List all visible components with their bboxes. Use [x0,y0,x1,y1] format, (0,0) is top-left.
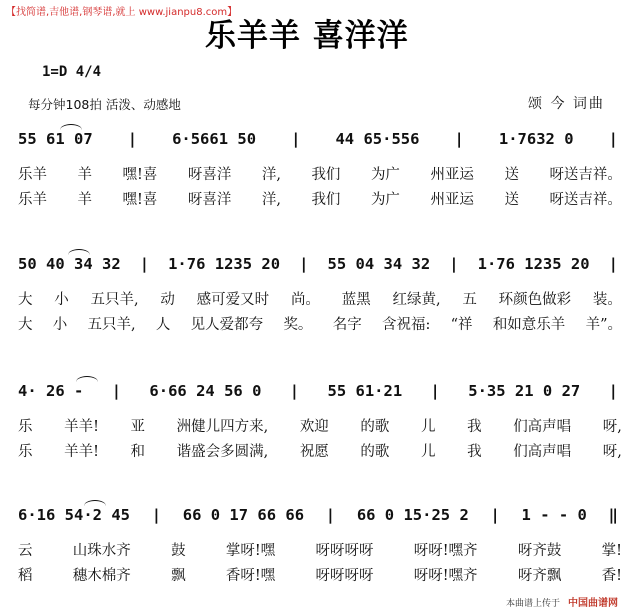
barline: | [325,506,336,524]
lyric-word: 乐 [18,444,33,460]
note-group: 1·7632 0 [498,130,574,148]
barline: | [608,255,618,273]
lyric-word: 呀送吉祥。 [549,192,622,208]
note-group: 66 0 17 66 66 [182,506,305,524]
barline: | [139,255,150,273]
lyric-word: 见人爱都夸 [190,317,264,333]
lyric-word: 人 [155,317,171,333]
lyric-word: 呀呀呀呀 [315,543,374,559]
notation-line [18,130,618,148]
lyric-word: 红绿黄, [392,292,441,308]
lyric-word: 我 [467,444,482,460]
lyric-word: 乐羊 [18,167,47,183]
barline: | [430,382,440,400]
lyric-word: 和如意乐羊 [492,317,566,333]
lyric-word: 羊羊! [64,419,99,435]
lyric-word: 乐 [18,419,33,435]
lyric-word: 州亚运 [430,167,474,183]
note-group: 6·16 54·2 45 [18,506,130,524]
lyric-word: 州亚运 [430,192,474,208]
lyric-word: 呀送吉祥。 [549,167,622,183]
barline: ‖ [608,506,618,524]
barline: | [449,255,459,273]
lyric-word: 稻 [18,568,33,584]
lyric-word: 环颜色做彩 [498,292,572,308]
lyric-word: 儿 [421,444,436,460]
notation-line [18,382,618,400]
slur-mark [60,124,82,130]
slur-mark [68,249,90,255]
lyric-word: 送 [504,192,519,208]
lyric-word: 羊”。 [585,317,622,333]
lyric-line-1 [18,163,622,184]
note-group: 1·76 1235 20 [168,255,281,273]
lyric-word: 洋, [261,167,281,183]
barline: | [608,130,618,148]
lyric-word: 送 [504,167,519,183]
barline: | [151,506,162,524]
lyric-word: 五只羊, [90,292,139,308]
lyric-word: 香! [601,568,622,584]
lyric-word: 的歌 [360,444,390,460]
lyric-word: 我们 [311,192,341,208]
note-group: 55 61·21 [327,382,403,400]
note-group: 66 0 15·25 2 [356,506,469,524]
lyric-word: 飘 [171,568,186,584]
slur-mark [76,376,98,382]
lyric-line-2 [18,440,622,461]
barline: | [127,130,138,148]
lyric-word: 呀齐鼓 [517,543,562,559]
lyric-word: 名字 [332,317,362,333]
note-group: 55 04 34 32 [327,255,431,273]
lyric-word: 鼓 [171,543,186,559]
key-signature: 1=D 4/4 [42,64,102,80]
note-group: 50 40 34 32 [18,255,121,273]
lyric-word: 洲健儿四方来, [176,419,269,435]
lyric-word: 掌呀!嘿 [225,543,276,559]
lyric-word: “祥 [450,317,473,333]
watermark-text: 【找简谱,吉他谱,钢琴谱,就上 www.jianpu8.com】 [6,7,238,18]
lyric-word: 动 [160,292,175,308]
lyric-word: 呀呀!嘿齐 [413,543,478,559]
lyric-word: 呀, [602,444,622,460]
lyric-word: 祝愿 [299,444,329,460]
barline: | [111,382,122,400]
lyric-word: 山珠水齐 [72,543,131,559]
lyric-word: 含祝福: [381,317,431,333]
lyric-word: 呀喜洋 [187,167,232,183]
lyric-word: 我 [467,419,482,435]
lyric-word: 云 [18,543,33,559]
lyric-word: 羊 [77,192,92,208]
lyric-word: 小 [54,292,69,308]
notation-line [18,506,618,524]
barline: | [490,506,500,524]
lyric-line-2 [18,188,622,209]
lyric-word: 装。 [592,292,622,308]
lyric-word: 羊羊! [64,444,99,460]
note-group: 44 65·556 [335,130,420,148]
lyric-word: 呀齐飘 [517,568,562,584]
lyric-word: 小 [52,317,68,333]
lyric-word: 穗木棉齐 [72,568,131,584]
lyric-word: 大 [18,292,33,308]
lyric-word: 大 [18,317,33,333]
lyric-word: 五只羊, [87,317,136,333]
lyric-word: 呀呀呀呀 [315,568,374,584]
barline: | [454,130,464,148]
lyric-word: 们高声唱 [513,444,572,460]
lyric-word: 奖。 [283,317,313,333]
lyric-word: 羊 [77,167,92,183]
lyric-line-1 [18,415,622,436]
song-title: 乐羊羊 喜洋洋 [205,18,409,54]
barline: | [608,382,618,400]
lyric-line-1 [18,539,622,560]
lyric-word: 尚。 [290,292,320,308]
lyric-word: 谐盛会多圆满, [176,444,269,460]
lyric-word: 乐羊 [18,192,47,208]
lyric-word: 为广 [370,192,400,208]
lyric-word: 呀喜洋 [187,192,232,208]
note-group: 6·66 24 56 0 [149,382,262,400]
notation-line [18,255,618,273]
lyric-word: 嘿!喜 [122,167,158,183]
lyric-word: 呀, [602,419,622,435]
lyric-line-1 [18,288,622,309]
slur-mark [84,500,106,506]
lyric-word: 儿 [421,419,436,435]
barline: | [291,130,301,148]
lyric-word: 蓝黑 [341,292,371,308]
lyric-word: 们高声唱 [513,419,572,435]
lyric-word: 为广 [370,167,400,183]
lyric-word: 香呀!嘿 [225,568,276,584]
note-group: 55 61 07 [18,130,93,148]
note-group: 1 - - 0 [521,506,587,524]
composer-credit: 颂 今 词曲 [528,96,605,112]
barline: | [289,382,300,400]
lyric-word: 呀呀!嘿齐 [413,568,478,584]
footer-logo: 中国曲谱网 [568,598,618,609]
lyric-line-2 [18,313,622,334]
lyric-word: 欢迎 [299,419,329,435]
lyric-word: 我们 [311,167,341,183]
note-group: 6·5661 50 [172,130,257,148]
note-group: 1·76 1235 20 [477,255,590,273]
lyric-word: 感可爱又时 [196,292,270,308]
lyric-word: 和 [130,444,146,460]
lyric-word: 五 [462,292,477,308]
lyric-word: 的歌 [360,419,390,435]
footer-upload-text: 本曲谱上传于 [506,599,561,609]
tempo-marking: 每分钟108拍 活泼、动感地 [28,97,181,112]
note-group: 4· 26 - [18,382,84,400]
lyric-word: 亚 [130,419,146,435]
barline: | [299,255,309,273]
lyric-line-2 [18,564,622,585]
lyric-word: 掌! [601,543,622,559]
note-group: 5·35 21 0 27 [468,382,581,400]
lyric-word: 嘿!喜 [122,192,158,208]
lyric-word: 洋, [261,192,281,208]
